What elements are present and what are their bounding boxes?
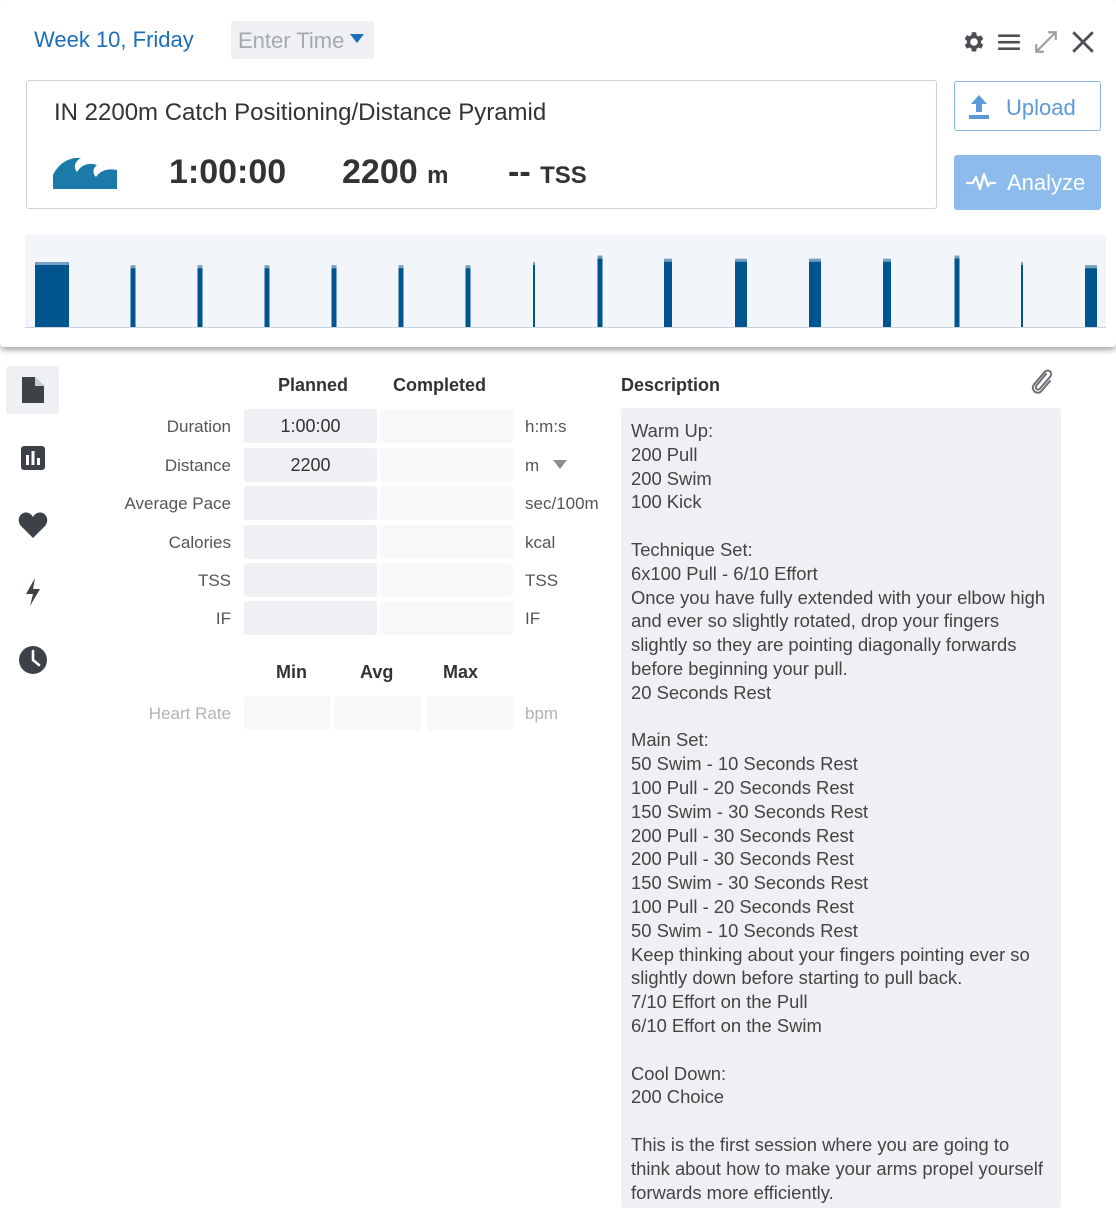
- calories-planned-input[interactable]: [244, 525, 377, 559]
- upload-label: Upload: [1006, 95, 1076, 120]
- interval-bar[interactable]: [466, 265, 471, 327]
- upload-icon: [966, 93, 992, 121]
- interval-bar-cap: [1085, 265, 1097, 268]
- if-completed-input[interactable]: [380, 601, 513, 635]
- distance-metric: [342, 153, 448, 192]
- file-icon[interactable]: [20, 376, 46, 404]
- if-label: IF: [215, 609, 231, 628]
- distance-unit: m: [427, 162, 449, 189]
- tss-label: TSS: [197, 571, 231, 590]
- distance-value: 2200: [342, 153, 418, 191]
- heart-rate-label: Heart Rate: [148, 704, 231, 723]
- hr-min-input[interactable]: [244, 696, 330, 730]
- calories-completed-input[interactable]: [380, 525, 513, 559]
- pace-completed-input[interactable]: [380, 486, 513, 520]
- menu-icon[interactable]: [996, 29, 1022, 55]
- interval-bar-cap: [265, 265, 270, 268]
- interval-bar-cap: [533, 262, 535, 265]
- interval-bar[interactable]: [809, 259, 821, 327]
- duration-value: 1:00:00: [169, 153, 287, 191]
- interval-bar-cap: [735, 259, 747, 262]
- interval-bar[interactable]: [1021, 262, 1023, 327]
- clock-icon[interactable]: [18, 645, 48, 675]
- upload-button[interactable]: [954, 81, 1101, 131]
- hr-max-input[interactable]: [427, 696, 513, 730]
- analyze-label: Analyze: [1007, 170, 1086, 195]
- duration-label: Duration: [166, 417, 231, 436]
- interval-bar-cap: [332, 265, 337, 268]
- planned-header: Planned: [278, 375, 349, 395]
- interval-bar[interactable]: [664, 259, 672, 327]
- enter-time-dropdown[interactable]: [231, 21, 374, 59]
- interval-bar[interactable]: [265, 265, 270, 327]
- distance-planned-input[interactable]: 2200: [244, 448, 377, 482]
- gear-icon[interactable]: [960, 29, 986, 55]
- description-heading: Description: [621, 375, 721, 395]
- distance-label: Distance: [164, 456, 231, 475]
- interval-bar-cap: [399, 265, 404, 268]
- interval-bar[interactable]: [955, 256, 960, 328]
- if-unit-label: IF: [525, 609, 541, 628]
- interval-bar-cap: [883, 259, 891, 262]
- pace-planned-input[interactable]: [244, 486, 377, 520]
- distance-unit-select[interactable]: m: [525, 456, 540, 475]
- interval-bar-cap: [809, 259, 821, 262]
- pace-unit: sec/100m: [525, 494, 599, 513]
- analyze-button[interactable]: [954, 155, 1101, 210]
- description-textarea[interactable]: Warm Up: 200 Pull 200 Swim 100 Kick Technique Set: 6x100 Pull - 6/10 Effort Once you have fully extended with your elbow high and ever so slightly rotated, drop your fingers slightly so they are pointing diagonally forwards before beginning your pull. 20 Seconds Rest Main Set: 50 Swim - 10 Seconds Rest 100 Pull - 20 Seconds Rest 150 Swim - 30 Seconds Rest 200 Pull - 30 Seconds Rest 200 Pull - 30 Seconds Rest 150 Swim - 30 Seconds Rest 100 Pull - 20 Seconds Rest 50 Swim - 10 Seconds Rest Keep thinking about your fingers pointing ever so slightly down before starting to pull back. 7/10 Effort on the Pull 6/10 Effort on the Swim Cool Down: 200 Choice This is the first session where you are going to think about how to make your arms propel yourself forwards more efficiently.: [621, 408, 1061, 1208]
- tss-metric: [508, 153, 587, 192]
- interval-bar-cap: [664, 259, 672, 262]
- swim-icon: [53, 153, 117, 189]
- chevron-down-icon[interactable]: [553, 460, 567, 469]
- workout-structure-plot: [25, 235, 1106, 328]
- interval-bar-cap: [955, 256, 960, 259]
- interval-bar-cap: [1021, 262, 1023, 265]
- interval-bar-cap: [598, 256, 603, 259]
- expand-icon[interactable]: [1033, 29, 1059, 55]
- calories-unit: kcal: [525, 533, 556, 552]
- day-title[interactable]: Week 10, Friday: [34, 27, 194, 52]
- workout-summary-card: [26, 80, 937, 209]
- interval-bar[interactable]: [735, 259, 747, 327]
- chart-baseline: [25, 327, 1106, 328]
- tss-unit-label: TSS: [525, 571, 559, 590]
- interval-bar-cap: [466, 265, 471, 268]
- interval-bar[interactable]: [1085, 265, 1097, 327]
- interval-bar[interactable]: [883, 259, 891, 327]
- hr-max-header: Max: [443, 662, 479, 682]
- enter-time-placeholder: Enter Time: [238, 28, 345, 53]
- interval-bar[interactable]: [131, 265, 136, 327]
- interval-bar[interactable]: [332, 265, 337, 327]
- interval-bar[interactable]: [598, 256, 603, 328]
- interval-bar[interactable]: [399, 265, 404, 327]
- interval-bar-cap: [198, 265, 203, 268]
- pulse-icon: [965, 171, 997, 193]
- calories-label: Calories: [168, 533, 231, 552]
- completed-header: Completed: [393, 375, 487, 395]
- average-pace-label: Average Pace: [124, 494, 231, 513]
- interval-bar-cap: [131, 265, 136, 268]
- hr-avg-input[interactable]: [335, 696, 421, 730]
- tss-value: --: [508, 153, 531, 191]
- interval-bar[interactable]: [35, 262, 69, 327]
- interval-bar-cap: [35, 262, 69, 265]
- heart-rate-unit: bpm: [525, 704, 559, 723]
- workout-title[interactable]: IN 2200m Catch Positioning/Distance Pyramid: [54, 99, 547, 126]
- duration-unit: h:m:s: [525, 417, 567, 436]
- interval-bar[interactable]: [533, 262, 535, 327]
- hr-avg-header: Avg: [360, 662, 394, 682]
- hr-min-header: Min: [276, 662, 307, 682]
- close-icon[interactable]: [1070, 29, 1096, 55]
- tss-completed-input[interactable]: [380, 563, 513, 597]
- distance-completed-input[interactable]: [380, 448, 513, 482]
- workout-header-panel: [0, 0, 1116, 347]
- duration-completed-input[interactable]: [380, 409, 513, 443]
- interval-bar[interactable]: [198, 265, 203, 327]
- if-planned-input[interactable]: [244, 601, 377, 635]
- paperclip-icon[interactable]: [1029, 367, 1055, 397]
- duration-planned-input[interactable]: 1:00:00: [244, 409, 377, 443]
- chevron-down-icon: [350, 34, 364, 43]
- workout-structure-chart: [25, 235, 1106, 328]
- tss-planned-input[interactable]: [244, 563, 377, 597]
- tss-unit: TSS: [540, 162, 587, 189]
